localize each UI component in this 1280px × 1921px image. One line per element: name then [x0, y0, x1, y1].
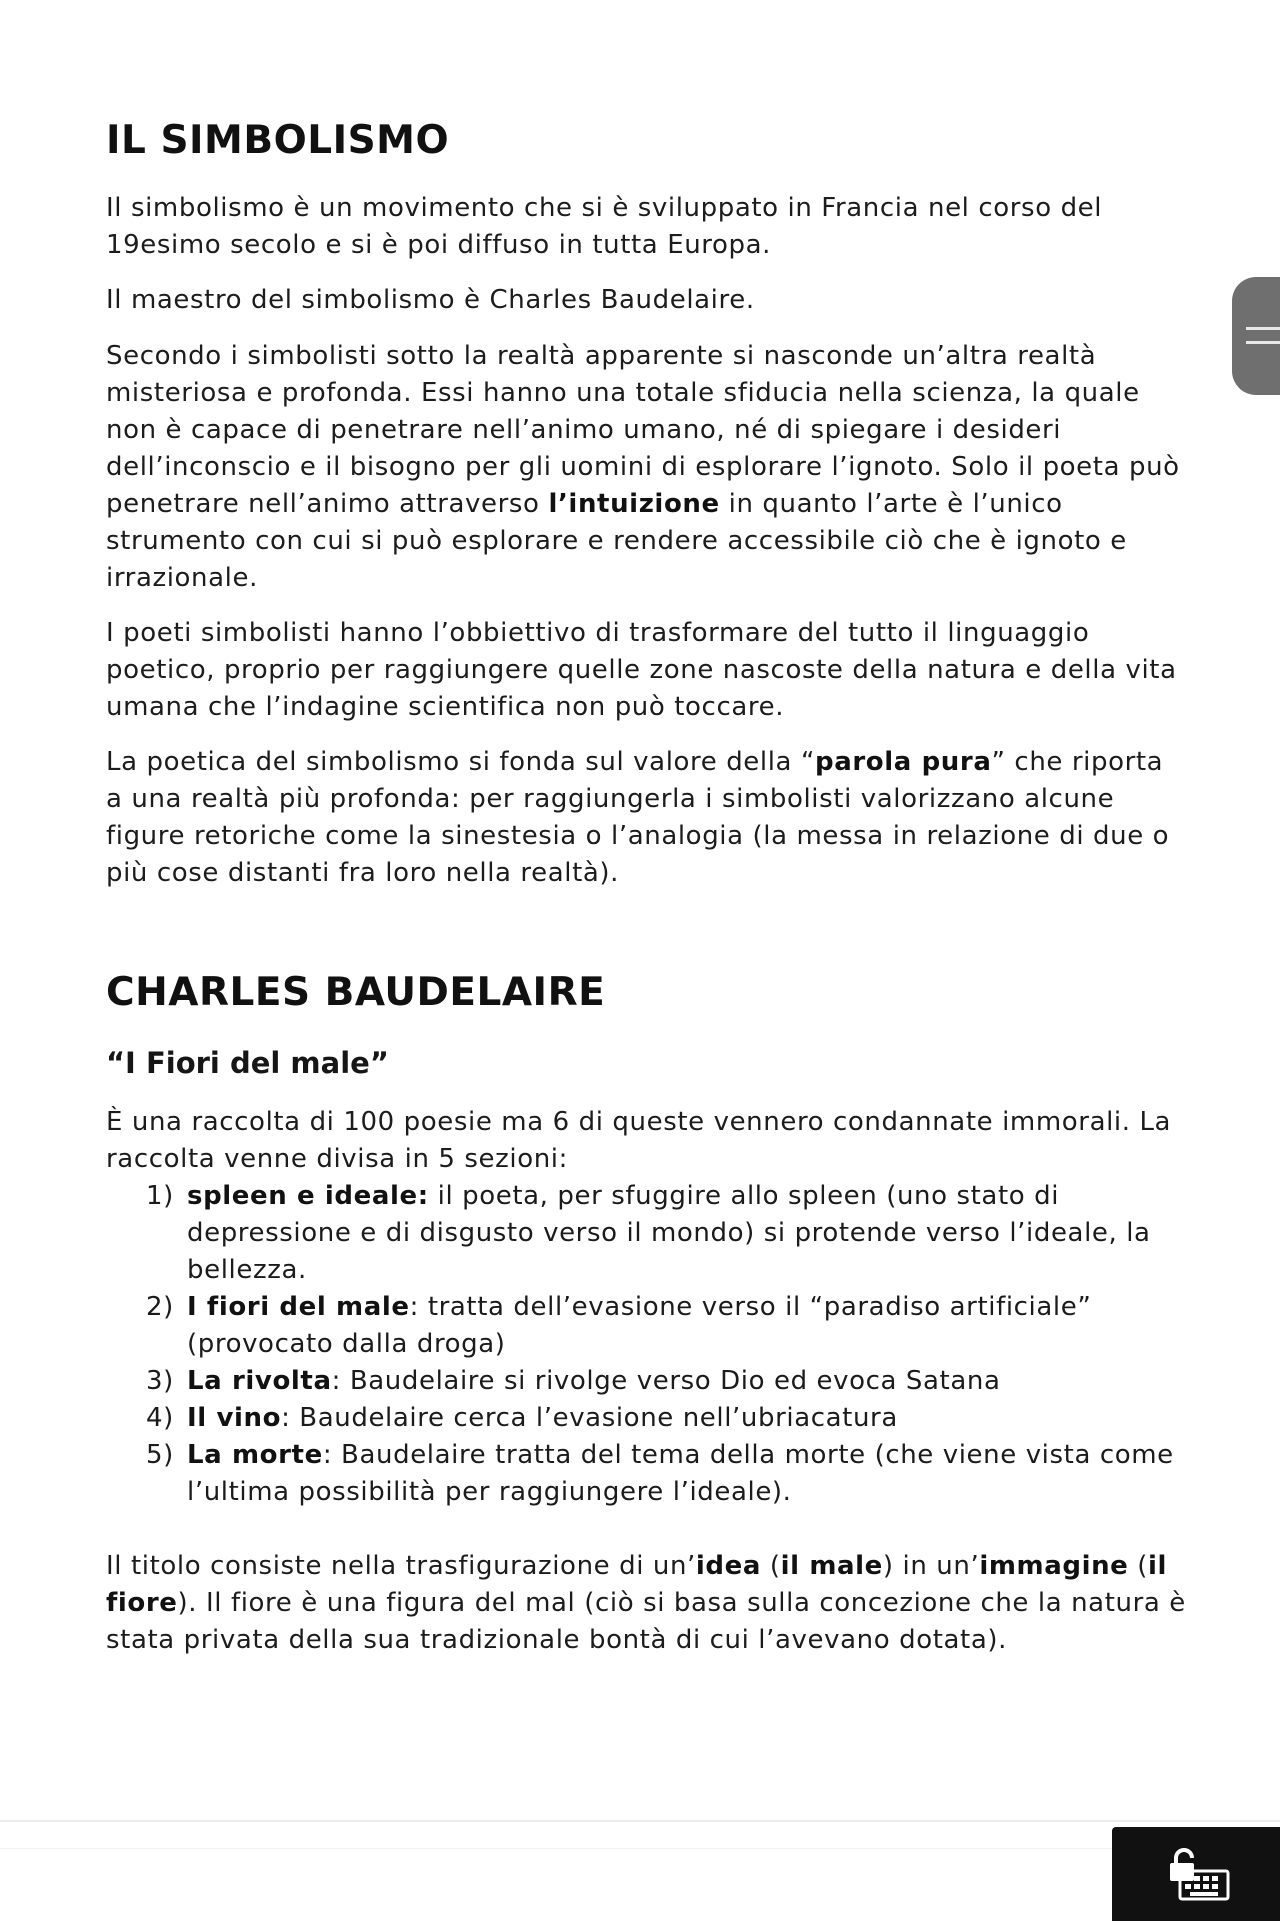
paragraph-intro: Il simbolismo è un movimento che si è sviluppato in Francia nel corso del 19esimo secolo e si è poi diffuso in tutta Europa. [106, 193, 1103, 260]
bold-intuizione: l’intuizione [548, 489, 720, 519]
heading-simbolismo: IL SIMBOLISMO [106, 118, 450, 163]
keyboard-toggle-button[interactable] [1112, 1827, 1280, 1921]
paragraph-titolo: Il titolo consiste nella trasfigurazione di un’idea (il male) in un’immagine (il fiore). Il fiore è una figura del mal (ciò si basa sulla concezione che la natura è stata privata della sua tradizionale bontà di cui l’avevano dotata). [106, 1551, 1186, 1655]
bold-parola-pura: parola pura [815, 747, 992, 777]
scroll-handle[interactable] [1232, 277, 1280, 395]
paragraph-poetica: La poetica del simbolismo si fonda sul valore della “parola pura” che riporta a una realtà più profonda: per raggiungerla i simbolisti valorizzano alcune figure retoriche come la sinestesia o l’analogia (la messa in relazione di due o più cose distanti fra loro nella realtà). [106, 747, 1170, 888]
list-item: 2) I fiori del male: tratta dell’evasione verso il “paradiso artificiale” (provocato dalla droga) [146, 1292, 1092, 1359]
paragraph-maestro: Il maestro del simbolismo è Charles Baudelaire. [106, 285, 755, 315]
subheading-fiori-del-male: “I Fiori del male” [106, 1046, 389, 1080]
paragraph-realta: Secondo i simbolisti sotto la realtà apparente si nasconde un’altra realtà misteriosa e profonda. Essi hanno una totale sfiducia nella scienza, la quale non è capace di penetrare nell’animo umano, né di spiegare i desideri dell’inconscio e il bisogno per gli uomini di esplorare l’ignoto. Solo il poeta può penetrare nell’animo attraverso l’intuizione in quanto l’arte è l’unico strumento con cui si può esplorare e rendere accessibile ciò che è ignoto e irrazionale. [106, 341, 1180, 593]
list-item: 5) La morte: Baudelaire tratta del tema della morte (che viene vista come l’ultima possibilità per raggiungere l’ideale). [146, 1440, 1174, 1507]
list-item: 4) Il vino: Baudelaire cerca l’evasione nell’ubriacatura [146, 1403, 898, 1433]
bottom-divider-secondary [0, 1848, 1280, 1849]
paragraph-linguaggio: I poeti simbolisti hanno l’obbiettivo di trasformare del tutto il linguaggio poetico, proprio per raggiungere quelle zone nascoste della natura e della vita umana che l’indagine scientifica non può toccare. [106, 618, 1177, 722]
paragraph-raccolta: È una raccolta di 100 poesie ma 6 di queste vennero condannate immorali. La raccolta venne divisa in 5 sezioni: [106, 1107, 1172, 1174]
list-item: 1) spleen e ideale: il poeta, per sfuggire allo spleen (uno stato di depressione e di disgusto verso il mondo) si protende verso l’ideale, la bellezza. [146, 1181, 1151, 1285]
sections-list [106, 1178, 1186, 1511]
heading-baudelaire: CHARLES BAUDELAIRE [106, 970, 606, 1015]
keyboard-unlock-icon [1166, 1845, 1232, 1903]
bottom-divider [0, 1820, 1280, 1822]
list-item: 3) La rivolta: Baudelaire si rivolge verso Dio ed evoca Satana [146, 1366, 1001, 1396]
